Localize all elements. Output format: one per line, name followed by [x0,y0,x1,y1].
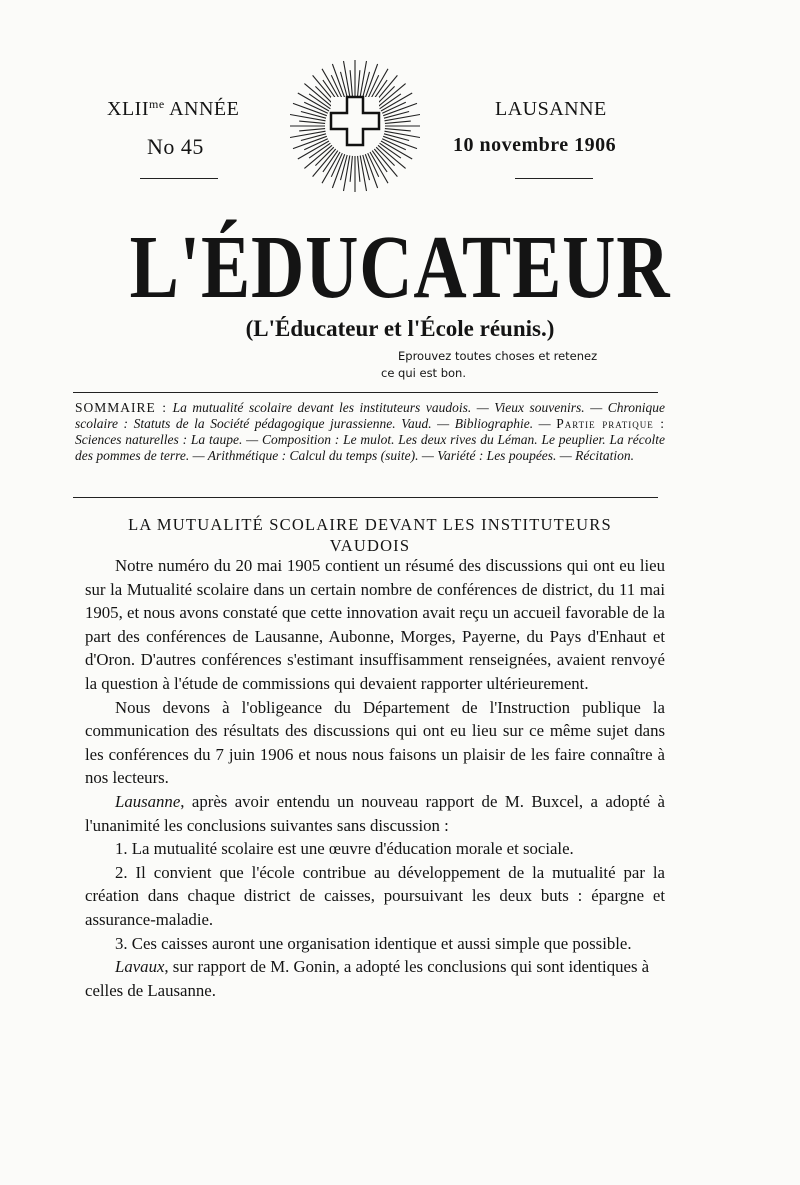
sunburst-ray [350,156,352,182]
table-of-contents [75,400,665,464]
divider [73,497,658,498]
divider [515,178,593,179]
sunburst-ray [299,129,325,131]
city: LAUSANNE [495,98,607,120]
issue-date: 10 novembre 1906 [453,134,617,156]
divider [140,178,218,179]
sunburst-ray [344,156,350,192]
paragraph: Notre numéro du 20 mai 1905 contient un résumé des discussions qui ont eu lieu sur la Mutualité scolaire dans un certain nombre de conférences de district, du 11 mai 1905, et nous avons constaté que cette innovation avait reçu un accueil favorable de la part des conférences de Lausanne, Aubonne, Morges, Payerne, du Pays d'Enhaut et d'Oron. D'autres conférences s'estimant insuffisamment renseignées, avaient renvoyé la question à l'étude de commissions qui devaient rapporter ultérieurement. [85,556,665,693]
motto [381,348,688,382]
sommaire-section: Partie pratique : [556,416,666,431]
sunburst-ray [299,121,325,123]
paragraph: 1. La mutualité scolaire est une œuvre d'éducation morale et sociale. [115,839,574,859]
paragraph: Nous devons à l'obligeance du Département de l'Instruction publique la communication des résultats des discussions qui ont eu lieu sur ce même sujet dans les conférences du 7 juin 1906 et nous nous faisons un plaisir de les faire connaître à nos lecteurs. [85,697,665,788]
masthead-subtitle: (L'Éducateur et l'École réunis.) [245,316,555,341]
article-title: LA MUTUALITÉ SCOLAIRE DEVANT LES INSTITUTEURS VAUDOIS [128,515,612,555]
sunburst-ray [360,156,366,192]
paragraph: Lausanne, après avoir entendu un nouveau rapport de M. Buxcel, a adopté à l'unanimité les conclusions suivantes sans discussion : [85,791,665,835]
sommaire-label: SOMMAIRE : [75,400,168,415]
sunburst-ray [360,61,366,97]
masthead-title: L'ÉDUCATEUR [129,218,671,317]
sunburst-ray [290,131,326,137]
paragraph: 2. Il convient que l'école contribue au développement de la mutualité par la création dans chaque district de caisses, poursuivant les deux buts : épargne et assurance-maladie. [85,862,665,929]
year-label: $XLII^{me}$ ANNÉE [107,97,240,120]
sommaire-items: La mutualité scolaire devant les instituteurs vaudois. — Vieux souvenirs. — Chronique scolaire : Statuts de la Société pédagogique jurassienne. Vaud. — Bibliographie. — [75,400,666,431]
sunburst-ray [385,115,421,121]
paragraph: Lavaux, sur rapport de M. Gonin, a adopté les conclusions qui sont identiques à celles de Lausanne. [85,957,650,1000]
sunburst-ray [358,156,360,182]
sunburst-ray [385,121,411,123]
sunburst-ray [385,129,411,131]
sunburst-ray [344,61,350,97]
issue-number: No 45 [147,134,204,159]
motto-line: ce qui est bon. [381,366,467,380]
paragraph: 3. Ces caisses auront une organisation identique et aussi simple que possible. [115,933,632,953]
sommaire-items: Sciences naturelles : La taupe. — Composition : Le mulot. Les deux rives du Léman. Le peuplier. La récolte des pommes de terre. — Arithmétique : Calcul du temps (suite). — Variété : Les poupées. — Récitation. [75,432,665,463]
divider [73,392,658,393]
sunburst-ray [350,70,352,96]
swiss-cross-sunburst-icon [290,56,420,196]
sunburst-ray [358,70,360,96]
sunburst-ray [290,115,326,121]
motto-line: Eprouvez toutes choses et retenez [398,349,598,363]
sunburst-ray [385,131,421,137]
article-body [85,554,665,1002]
